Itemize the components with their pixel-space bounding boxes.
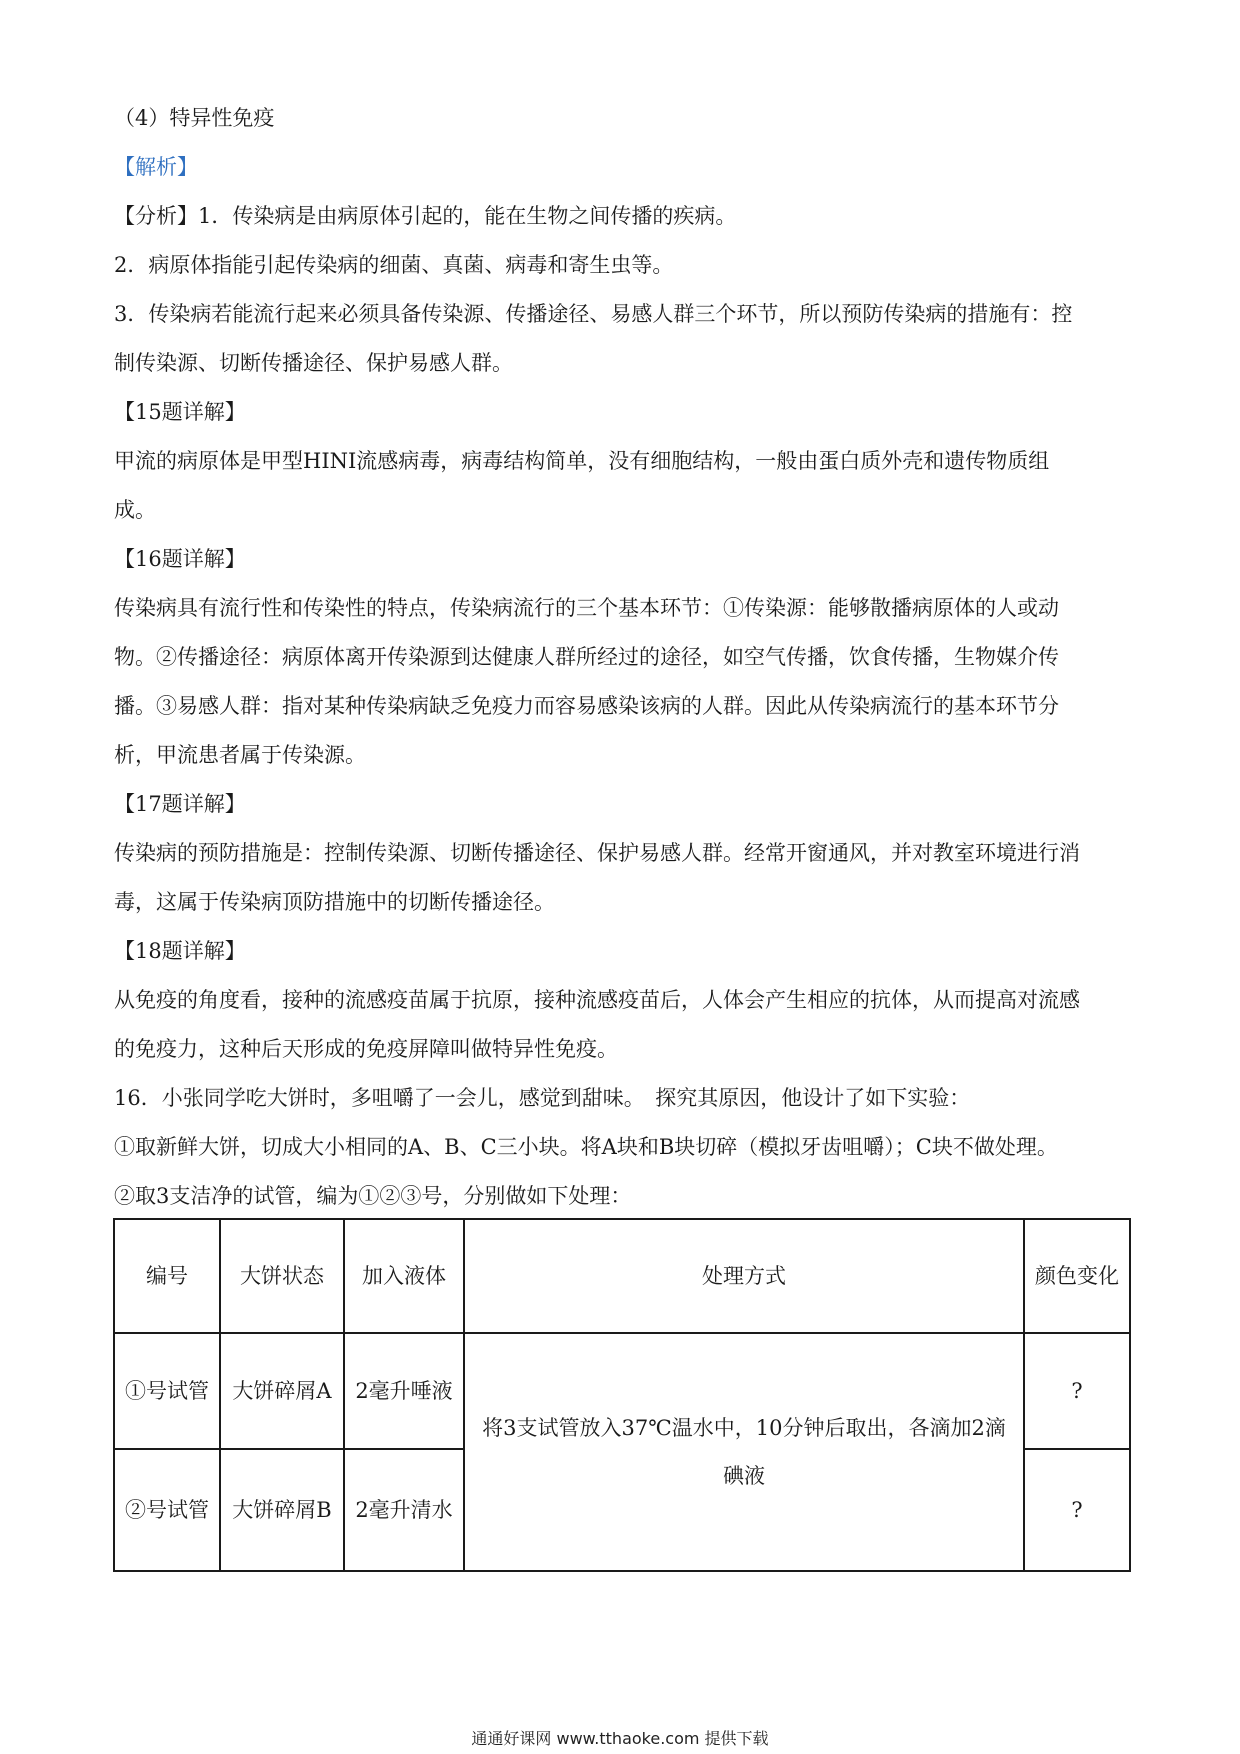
paragraph-line: 毒，这属于传染病顶防措施中的切断传播途径。 — [114, 890, 555, 914]
paragraph-line: 播。③易感人群：指对某种传染病缺乏免疫力而容易感染该病的人群。因此从传染病流行的基本环节分 — [114, 694, 1059, 718]
paragraph-line: 析，甲流患者属于传染源。 — [114, 743, 366, 767]
section-heading: 【18题详解】 — [114, 939, 246, 963]
analysis-line: 制传染源、切断传播途径、保护易感人群。 — [114, 351, 513, 375]
paragraph-line: 传染病的预防措施是：控制传染源、切断传播途径、保护易感人群。经常开窗通风，并对教室环境进行消 — [114, 841, 1080, 865]
header-cell: 加入液体 — [344, 1219, 464, 1333]
table-row — [114, 1333, 1130, 1449]
header-cell: 编号 — [114, 1219, 220, 1333]
tube-id-cell: ①号试管 — [114, 1333, 220, 1449]
color-change-cell: ? — [1024, 1449, 1130, 1571]
question-line: ①取新鲜大饼，切成大小相同的A、B、C三小块。将A块和B块切碎（模拟牙齿咀嚼）；C块不做处理。 — [114, 1135, 1058, 1159]
cake-state-cell: 大饼碎屑B — [220, 1449, 344, 1571]
paragraph-line: 物。②传播途径：病原体离开传染源到达健康人群所经过的途径，如空气传播，饮食传播，生物媒介传 — [114, 645, 1059, 669]
section-heading: 【15题详解】 — [114, 400, 246, 424]
paragraph-line: 从免疫的角度看，接种的流感疫苗属于抗原，接种流感疫苗后，人体会产生相应的抗体，从而提高对流感 — [114, 988, 1080, 1012]
analysis-line: 【分析】1．传染病是由病原体引起的，能在生物之间传播的疾病。 — [114, 204, 737, 228]
tube-id-cell: ②号试管 — [114, 1449, 220, 1571]
section-heading: 【17题详解】 — [114, 792, 246, 816]
paragraph-line: 传染病具有流行性和传染性的特点，传染病流行的三个基本环节：①传染源：能够散播病原体的人或动 — [114, 596, 1059, 620]
treatment-cell: 将3支试管放入37℃温水中，10分钟后取出，各滴加2滴碘液 — [464, 1333, 1024, 1571]
question-line: 16．小张同学吃大饼时，多咀嚼了一会儿，感觉到甜味。 探究其原因，他设计了如下实验： — [114, 1086, 971, 1110]
analysis-line: 3．传染病若能流行起来必须具备传染源、传播途径、易感人群三个环节，所以预防传染病的措施有：控 — [114, 302, 1073, 326]
paragraph-line: 甲流的病原体是甲型HINI流感病毒，病毒结构简单，没有细胞结构，一般由蛋白质外壳和遗传物质组 — [114, 449, 1050, 473]
cake-state-cell: 大饼碎屑A — [220, 1333, 344, 1449]
table-header-row — [114, 1219, 1130, 1333]
liquid-cell: 2毫升唾液 — [344, 1333, 464, 1449]
jiexi-label: 【解析】 — [114, 155, 198, 179]
experiment-table — [113, 1218, 1131, 1572]
section-heading: 【16题详解】 — [114, 547, 246, 571]
header-cell: 颜色变化 — [1024, 1219, 1130, 1333]
footer-watermark: 通通好课网 www.tthaoke.com 提供下载 — [471, 1729, 769, 1748]
liquid-cell: 2毫升清水 — [344, 1449, 464, 1571]
answer-line: （4）特异性免疫 — [114, 106, 275, 130]
paragraph-line: 成。 — [114, 498, 156, 522]
analysis-line: 2．病原体指能引起传染病的细菌、真菌、病毒和寄生虫等。 — [114, 253, 674, 277]
header-cell: 大饼状态 — [220, 1219, 344, 1333]
question-line: ②取3支洁净的试管，编为①②③号，分别做如下处理： — [114, 1184, 632, 1208]
color-change-cell: ? — [1024, 1333, 1130, 1449]
header-cell: 处理方式 — [464, 1219, 1024, 1333]
paragraph-line: 的免疫力，这种后天形成的免疫屏障叫做特异性免疫。 — [114, 1037, 618, 1061]
